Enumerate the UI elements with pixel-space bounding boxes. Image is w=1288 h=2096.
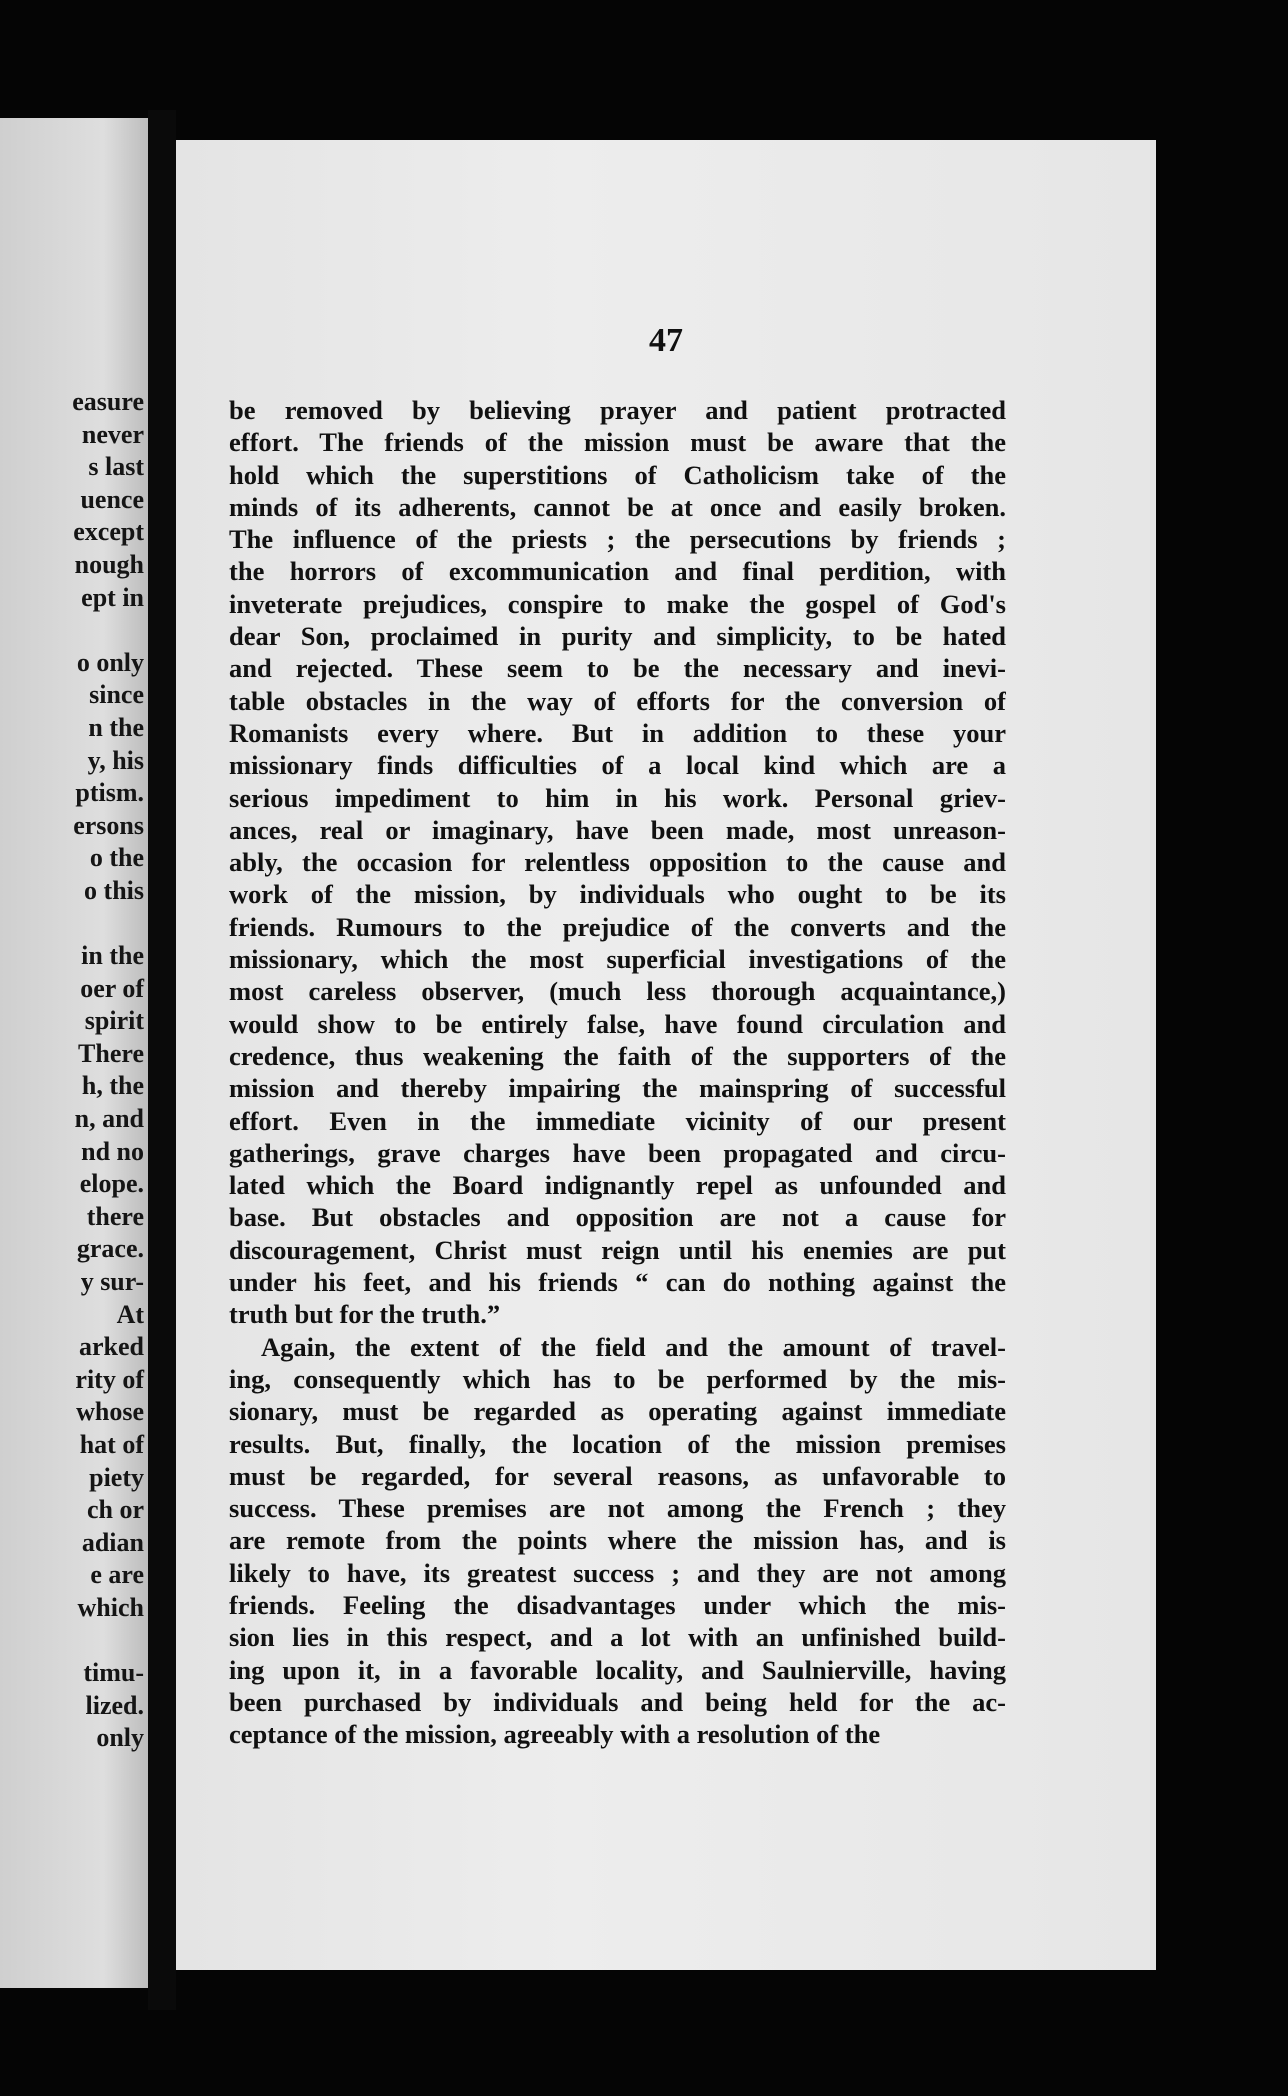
text-line: serious impediment to him in his work. Personal griev- [229,782,1006,813]
facing-page-line [0,1625,146,1658]
text-line: likely to have, its greatest success ; and they are not among [229,1557,1006,1588]
text-line: ing upon it, in a favorable locality, and Saulnierville, having [229,1654,1006,1685]
facing-page-line: At [116,1299,144,1329]
facing-page-line: uence [80,484,144,514]
facing-page-line: spirit [84,1006,144,1036]
text-line: sion lies in this respect, and a lot with an unfinished build- [229,1622,1006,1653]
text-line: hold which the superstitions of Catholicism take of the [229,459,1006,490]
text-line: missionary, which the most superficial investigations of the [229,944,1006,975]
text-line: under his feet, and his friends “ can do nothing against the [229,1267,1006,1298]
facing-page-line: nd no [81,1136,144,1166]
text-line: and rejected. These seem to be the necessary and inevi- [229,653,1006,684]
facing-page-line: o this [84,875,144,905]
facing-page-line: in the [81,941,144,971]
facing-page-line: y sur- [80,1267,144,1297]
text-line: base. But obstacles and opposition are not a cause for [229,1202,1006,1233]
facing-page-line: o only [76,647,144,677]
book-page [176,140,1156,1970]
facing-page-line: hat of [79,1430,144,1459]
text-line: friends. Rumours to the prejudice of the converts and the [229,911,1006,942]
text-line: lated which the Board indignantly repel as unfounded and [229,1170,1006,1201]
facing-page-line: arked [79,1332,144,1362]
facing-page-line: ptism. [75,778,144,808]
facing-page-line: ept in [81,582,144,612]
facing-page-line: except [73,517,144,547]
text-line: Again, the extent of the field and the amount of travel- [261,1331,1006,1362]
text-line: dear Son, proclaimed in purity and simplicity, to be hated [229,621,1006,652]
facing-page-line: n the [88,712,144,742]
facing-page-edge [0,118,148,1988]
facing-page-line: oer of [80,973,144,1003]
text-line: missionary finds difficulties of a local kind which are a [229,750,1006,781]
text-line: the horrors of excommunication and final perdition, with [229,556,1006,587]
text-line: ably, the occasion for relentless opposition to the cause and [229,847,1006,878]
facing-page-line: ersons [73,810,144,840]
text-line: discouragement, Christ must reign until his enemies are put [229,1234,1006,1265]
text-line: effort. Even in the immediate vicinity of our present [229,1105,1006,1136]
text-line: inveterate prejudices, conspire to make the gospel of God's [229,588,1006,619]
text-line: table obstacles in the way of efforts for the conversion of [229,685,1006,716]
facing-page-line: lized. [85,1690,144,1720]
facing-page-line: piety [89,1462,144,1492]
text-line: been purchased by individuals and being held for the ac- [229,1686,1006,1717]
text-line: most careless observer, (much less thorough acquaintance,) [229,976,1006,1007]
facing-page-line: y, his [87,745,144,775]
facing-page-line: adian [81,1527,144,1557]
facing-page-line: s last [88,452,144,482]
facing-page-line: There [78,1038,144,1068]
facing-page-line: o the [89,843,144,873]
text-line: ing, consequently which has to be performed by the mis- [229,1363,1006,1394]
text-line: are remote from the points where the mission has, and is [229,1525,1006,1556]
page-body-text [229,394,1006,1750]
facing-page-line [0,908,146,941]
facing-page-line: h, the [81,1071,144,1101]
text-line: sionary, must be regarded as operating against immediate [229,1396,1006,1427]
text-line: ceptance of the mission, agreeably with a resolution of the [229,1719,881,1750]
facing-page-line: e are [90,1560,144,1590]
text-line: Romanists every where. But in addition to these your [229,717,1006,748]
text-line: minds of its adherents, cannot be at once and easily broken. [229,491,1006,522]
facing-page-line: whose [76,1397,144,1427]
text-line: results. But, finally, the location of the mission premises [229,1428,1006,1459]
facing-page-line: only [96,1723,144,1753]
facing-page-line: ch or [86,1495,144,1525]
text-line: mission and thereby impairing the mainspring of successful [229,1073,1006,1104]
text-line: truth but for the truth.” [229,1299,501,1330]
facing-page-line: timu- [83,1658,144,1688]
facing-page-line: which [77,1592,144,1622]
book-gutter [148,110,176,2010]
text-line: must be regarded, for several reasons, as unfavorable to [229,1460,1006,1491]
text-line: effort. The friends of the mission must be aware that the [229,427,1006,458]
text-line: gatherings, grave charges have been propagated and circu- [229,1137,1006,1168]
page-number: 47 [649,322,683,359]
text-line: success. These premises are not among the French ; they [229,1493,1006,1524]
text-line: The influence of the priests ; the persecutions by friends ; [229,524,1006,555]
facing-page-line: grace. [76,1234,144,1264]
facing-page-line [0,614,146,647]
facing-page-line: elope. [79,1169,144,1199]
facing-page-line: easure [72,387,144,416]
facing-page-line: since [89,680,144,710]
text-line: ances, real or imaginary, have been made, most unreason- [229,814,1006,845]
facing-page-line: there [86,1201,144,1231]
text-line: be removed by believing prayer and patient protracted [229,395,1006,425]
facing-page-line: rity of [75,1364,144,1394]
text-line: credence, thus weakening the faith of the supporters of the [229,1040,1006,1071]
facing-page-line: never [81,419,144,449]
text-line: work of the mission, by individuals who ought to be its [229,879,1006,910]
facing-page-line: n, and [74,1104,144,1134]
text-line: would show to be entirely false, have found circulation and [229,1008,1006,1039]
facing-page-text-fragments [0,386,146,1755]
text-line: friends. Feeling the disadvantages under which the mis- [229,1589,1006,1620]
facing-page-line: nough [74,549,144,579]
